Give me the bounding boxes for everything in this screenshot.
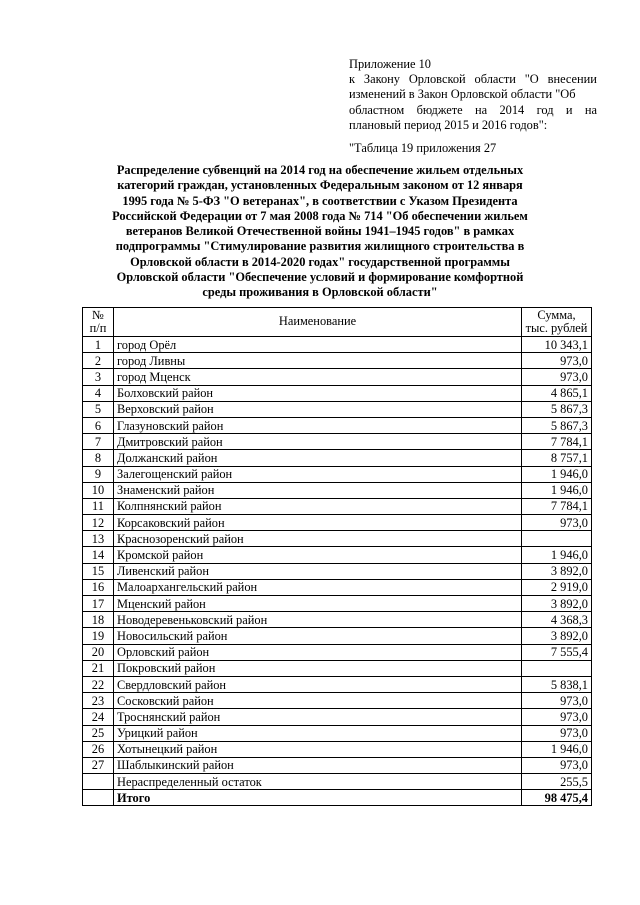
row-name: Мценский район xyxy=(114,596,522,612)
row-sum: 8 757,1 xyxy=(522,450,592,466)
title-line: Орловской области в 2014-2020 годах" государственной программы xyxy=(130,254,510,269)
row-number: 10 xyxy=(83,482,114,498)
appendix-word: год xyxy=(536,102,554,117)
total-sum: 98 475,4 xyxy=(522,790,592,806)
row-number: 18 xyxy=(83,612,114,628)
total-row xyxy=(83,790,592,806)
row-name: Новодеревеньковский район xyxy=(114,612,522,628)
row-name: Новосильский район xyxy=(114,628,522,644)
row-sum xyxy=(522,531,592,547)
row-name: город Мценск xyxy=(114,369,522,385)
row-number: 9 xyxy=(83,466,114,482)
title-line: подпрограммы "Стимулирование развития жилищного строительства в xyxy=(115,239,525,254)
row-sum: 255,5 xyxy=(522,774,592,790)
row-sum: 2 919,0 xyxy=(522,579,592,595)
row-number: 1 xyxy=(83,337,114,353)
table-row xyxy=(83,385,592,401)
row-sum: 7 784,1 xyxy=(522,498,592,514)
appendix-word: "О xyxy=(524,72,539,87)
table-row xyxy=(83,660,592,676)
table-row xyxy=(83,596,592,612)
table-body xyxy=(83,337,592,806)
row-name: Должанский район xyxy=(114,450,522,466)
row-number: 14 xyxy=(83,547,114,563)
row-name: город Ливны xyxy=(114,353,522,369)
header-sum-label: Сумма, xyxy=(537,307,576,322)
table-header-row xyxy=(83,308,592,337)
row-name: Покровский район xyxy=(114,660,522,676)
row-sum: 5 867,3 xyxy=(522,401,592,417)
appendix-word: к xyxy=(349,72,356,87)
row-number: 22 xyxy=(83,676,114,692)
appendix-header xyxy=(349,57,597,156)
total-number xyxy=(83,790,114,806)
header-number xyxy=(83,308,114,337)
row-name: Урицкий район xyxy=(114,725,522,741)
row-sum: 3 892,0 xyxy=(522,596,592,612)
appendix-word: бюджете xyxy=(416,102,463,117)
header-sum-unit: тыс. рублей xyxy=(525,321,588,335)
table-row xyxy=(83,644,592,660)
row-sum: 1 946,0 xyxy=(522,547,592,563)
table-row xyxy=(83,579,592,595)
appendix-word: области xyxy=(474,72,516,87)
table-row xyxy=(83,693,592,709)
row-name: Ливенский район xyxy=(114,563,522,579)
title-line: Российской Федерации от 7 мая 2008 года № 714 "Об обеспечении жильем xyxy=(112,208,528,223)
table-row xyxy=(83,417,592,433)
row-name: Шаблыкинский район xyxy=(114,757,522,773)
appendix-word: 2014 xyxy=(499,102,525,117)
row-name: город Орёл xyxy=(114,337,522,353)
header-number-abbrev: п/п xyxy=(89,321,107,335)
row-sum: 3 892,0 xyxy=(522,563,592,579)
row-number: 21 xyxy=(83,660,114,676)
appendix-word: Орловской xyxy=(408,72,466,87)
row-number: 7 xyxy=(83,434,114,450)
row-number: 13 xyxy=(83,531,114,547)
row-name: Свердловский район xyxy=(114,676,522,692)
title-line: 1995 года № 5-ФЗ "О ветеранах", в соответствии с Указом Президента xyxy=(122,193,518,208)
table-row xyxy=(83,757,592,773)
row-sum: 7 555,4 xyxy=(522,644,592,660)
row-number: 4 xyxy=(83,385,114,401)
row-name: Верховский район xyxy=(114,401,522,417)
row-number: 25 xyxy=(83,725,114,741)
appendix-word: на xyxy=(584,102,597,117)
row-number: 17 xyxy=(83,596,114,612)
row-sum: 973,0 xyxy=(522,693,592,709)
row-sum: 4 865,1 xyxy=(522,385,592,401)
row-name: Хотынецкий район xyxy=(114,741,522,757)
row-sum: 10 343,1 xyxy=(522,337,592,353)
table-row xyxy=(83,709,592,725)
row-number: 23 xyxy=(83,693,114,709)
row-number: 11 xyxy=(83,498,114,514)
table-row xyxy=(83,774,592,790)
row-name: Корсаковский район xyxy=(114,515,522,531)
document-title xyxy=(100,163,540,301)
row-number: 8 xyxy=(83,450,114,466)
table-row xyxy=(83,482,592,498)
row-sum: 3 892,0 xyxy=(522,628,592,644)
table-row xyxy=(83,563,592,579)
row-number xyxy=(83,774,114,790)
row-number: 5 xyxy=(83,401,114,417)
row-number: 3 xyxy=(83,369,114,385)
appendix-line-law xyxy=(349,72,597,87)
row-sum: 1 946,0 xyxy=(522,741,592,757)
row-number: 19 xyxy=(83,628,114,644)
table-row xyxy=(83,450,592,466)
row-name: Кромской район xyxy=(114,547,522,563)
row-number: 26 xyxy=(83,741,114,757)
row-number: 16 xyxy=(83,579,114,595)
row-sum: 7 784,1 xyxy=(522,434,592,450)
row-number: 15 xyxy=(83,563,114,579)
appendix-number: Приложение 10 xyxy=(349,57,431,71)
row-sum: 973,0 xyxy=(522,709,592,725)
appendix-line-budget xyxy=(349,103,597,118)
row-name: Сосковский район xyxy=(114,693,522,709)
row-name: Малоархангельский район xyxy=(114,579,522,595)
title-line: Распределение субвенций на 2014 год на обеспечение жильем отдельных xyxy=(116,163,524,177)
row-sum: 4 368,3 xyxy=(522,612,592,628)
row-sum: 973,0 xyxy=(522,725,592,741)
table-row xyxy=(83,353,592,369)
title-line: Орловской области "Обеспечение условий и формирование комфортной xyxy=(116,270,524,285)
row-number: 2 xyxy=(83,353,114,369)
header-sum xyxy=(522,308,592,337)
table-row xyxy=(83,612,592,628)
row-name: Нераспределенный остаток xyxy=(114,774,522,790)
table-row xyxy=(83,466,592,482)
total-label: Итого xyxy=(114,790,522,806)
row-name: Краснозоренский район xyxy=(114,531,522,547)
header-name: Наименование xyxy=(114,308,522,337)
row-name: Знаменский район xyxy=(114,482,522,498)
title-line: среды проживания в Орловской области" xyxy=(202,285,438,300)
row-sum: 973,0 xyxy=(522,515,592,531)
table-row xyxy=(83,337,592,353)
row-number: 12 xyxy=(83,515,114,531)
subsidy-table xyxy=(82,307,592,806)
row-number: 27 xyxy=(83,757,114,773)
table-row xyxy=(83,725,592,741)
row-sum: 973,0 xyxy=(522,353,592,369)
title-line: категорий граждан, установленных Федеральным законом от 12 января xyxy=(117,178,523,193)
row-sum xyxy=(522,660,592,676)
table-row xyxy=(83,676,592,692)
table-reference: "Таблица 19 приложения 27 xyxy=(349,141,497,156)
table-row xyxy=(83,741,592,757)
row-name: Троснянский район xyxy=(114,709,522,725)
table-row xyxy=(83,628,592,644)
row-sum: 973,0 xyxy=(522,369,592,385)
table-row xyxy=(83,547,592,563)
row-name: Колпнянский район xyxy=(114,498,522,514)
row-number: 6 xyxy=(83,417,114,433)
appendix-line-period: плановый период 2015 и 2016 годов": xyxy=(349,117,548,132)
table-row xyxy=(83,498,592,514)
table-row xyxy=(83,531,592,547)
title-line: ветеранов Великой Отечественной войны 1941–1945 годов" в рамках xyxy=(125,224,515,239)
appendix-word: и xyxy=(565,102,573,117)
row-name: Залегощенский район xyxy=(114,466,522,482)
table-row xyxy=(83,515,592,531)
row-name: Болховский район xyxy=(114,385,522,401)
row-number: 20 xyxy=(83,644,114,660)
header-number-symbol: № xyxy=(92,307,104,322)
table-row xyxy=(83,434,592,450)
appendix-line-amendments: изменений в Закон Орловской области "Об xyxy=(349,87,576,102)
row-sum: 973,0 xyxy=(522,757,592,773)
row-name: Дмитровский район xyxy=(114,434,522,450)
row-sum: 5 838,1 xyxy=(522,676,592,692)
row-number: 24 xyxy=(83,709,114,725)
appendix-word: внесении xyxy=(547,72,597,87)
row-name: Глазуновский район xyxy=(114,417,522,433)
row-name: Орловский район xyxy=(114,644,522,660)
row-sum: 1 946,0 xyxy=(522,466,592,482)
table-row xyxy=(83,369,592,385)
row-sum: 5 867,3 xyxy=(522,417,592,433)
appendix-word: на xyxy=(474,102,488,117)
appendix-word: областном xyxy=(349,102,405,117)
table-row xyxy=(83,401,592,417)
row-sum: 1 946,0 xyxy=(522,482,592,498)
appendix-word: Закону xyxy=(363,72,400,87)
